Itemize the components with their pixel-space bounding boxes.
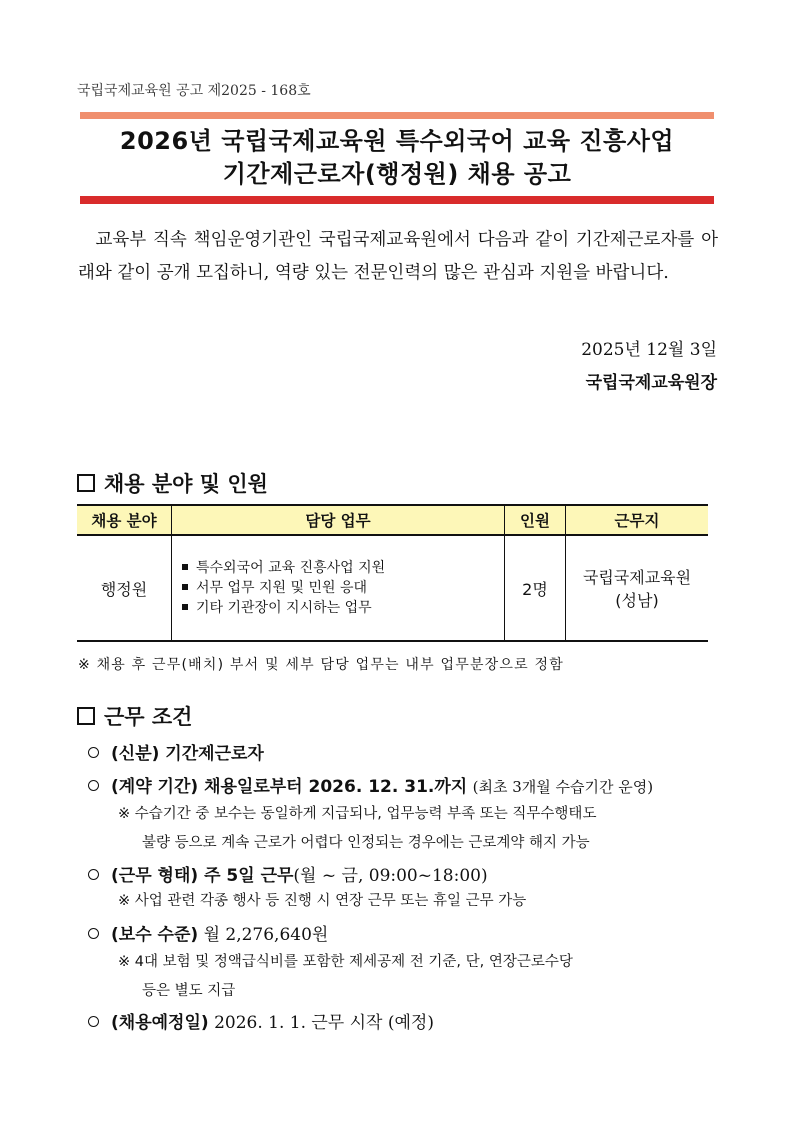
page-title: [80, 119, 714, 196]
header-field: 채용 분야: [77, 505, 172, 535]
cell-field: 행정원: [77, 535, 172, 641]
title-line-1: 2026년 국립국제교육원 특수외국어 교육 진흥사업: [119, 127, 675, 155]
table-row: [77, 535, 708, 641]
condition-detail: 월 2,276,640원: [203, 925, 329, 945]
circle-bullet-icon: [88, 928, 99, 939]
duty-item: [182, 578, 503, 598]
location-line-1: 국립국제교육원: [582, 568, 692, 587]
notice-number: 국립국제교육원 공고 제2025 - 168호: [77, 83, 311, 99]
circle-bullet-icon: [88, 869, 99, 880]
condition-note: [118, 887, 718, 916]
condition-label: (신분) 기간제근로자: [111, 744, 264, 764]
square-bullet-icon: [182, 584, 188, 590]
header-count: 인원: [505, 505, 566, 535]
condition-label: (근무 형태) 주 5일 근무: [111, 866, 294, 886]
section-heading-text: 채용 분야 및 인원: [104, 472, 268, 496]
cell-count: 2명: [505, 535, 566, 641]
duty-text: 기타 기관장이 지시하는 업무: [196, 600, 372, 616]
title-block: [80, 112, 714, 204]
duty-item: [182, 598, 503, 618]
condition-start-date: [88, 1008, 434, 1033]
square-bullet-icon: [182, 564, 188, 570]
header-duties: 담당 업무: [172, 505, 505, 535]
issuer-name: 국립국제교육원장: [585, 373, 717, 393]
header-location: 근무지: [566, 505, 709, 535]
circle-bullet-icon: [88, 1016, 99, 1027]
positions-table: [77, 504, 708, 642]
duty-text: 특수외국어 교육 진흥사업 지원: [196, 560, 386, 576]
intro-text: 교육부 직속 책임운영기관인 국립국제교육원에서 다음과 같이 기간제근로자를 아래와 같이 공개 모집하니, 역량 있는 전문인력의 많은 관심과 지원을 바랍니다.: [78, 230, 718, 283]
square-bullet-icon: [77, 707, 95, 725]
intro-paragraph: [78, 224, 718, 290]
note-line-2: 불량 등으로 계속 근로가 어렵다 인정되는 경우에는 근로계약 해지 가능: [142, 835, 590, 851]
circle-bullet-icon: [88, 780, 99, 791]
square-bullet-icon: [77, 474, 95, 492]
condition-label: (보수 수준): [111, 925, 199, 945]
square-bullet-icon: [182, 604, 188, 610]
section-heading-conditions: [77, 701, 192, 731]
duty-item: [182, 558, 503, 578]
condition-note: [118, 800, 718, 858]
condition-salary: [88, 920, 328, 945]
cell-duties: [172, 535, 505, 641]
circle-bullet-icon: [88, 747, 99, 758]
condition-label: (계약 기간) 채용일로부터 2026. 12. 31.까지: [111, 777, 468, 797]
cell-location: [566, 535, 709, 641]
title-bottom-bar: [80, 196, 714, 204]
note-line-1: ※ 4대 보험 및 정액급식비를 포함한 제세공제 전 기준, 단, 연장근로수당: [118, 954, 573, 970]
location-line-2: (성남): [615, 591, 659, 610]
table-header-row: [77, 505, 708, 535]
condition-label: (채용예정일): [111, 1013, 209, 1033]
note-line-2: 등은 별도 지급: [142, 983, 236, 999]
table-note: ※ 채용 후 근무(배치) 부서 및 세부 담당 업무는 내부 업무분장으로 정함: [78, 657, 564, 673]
condition-detail: (월 ~ 금, 09:00~18:00): [293, 866, 488, 886]
condition-contract-period: [88, 772, 653, 797]
condition-detail: (최초 3개월 수습기간 운영): [472, 778, 654, 796]
section-heading-positions: [77, 468, 268, 498]
title-line-2: 기간제근로자(행정원) 채용 공고: [222, 160, 572, 188]
duty-text: 서무 업무 지원 및 민원 응대: [196, 580, 368, 596]
notice-date: 2025년 12월 3일: [581, 340, 717, 360]
section-heading-text: 근무 조건: [104, 705, 193, 729]
condition-detail: 2026. 1. 1. 근무 시작 (예정): [214, 1013, 434, 1033]
note-line-1: ※ 사업 관련 각종 행사 등 진행 시 연장 근무 또는 휴일 근무 가능: [118, 893, 527, 909]
condition-work-type: [88, 861, 488, 886]
condition-note: [118, 948, 718, 1006]
note-line-1: ※ 수습기간 중 보수는 동일하게 지급되나, 업무능력 부족 또는 직무수행태도: [118, 806, 597, 822]
condition-status: [88, 739, 264, 764]
title-top-bar: [80, 112, 714, 119]
